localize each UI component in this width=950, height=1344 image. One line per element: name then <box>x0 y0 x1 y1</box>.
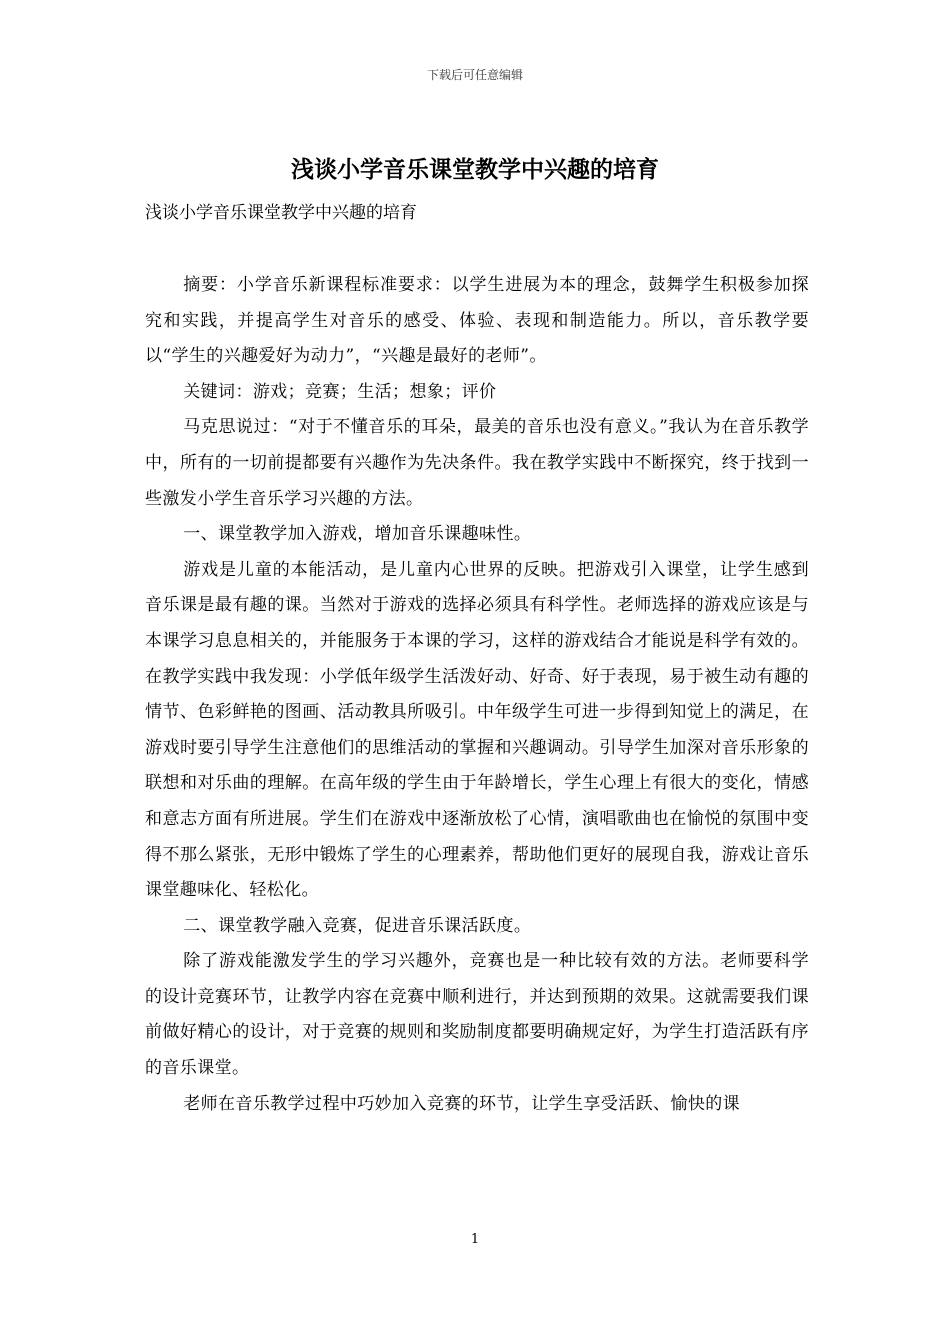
document-subtitle: 浅谈小学音乐课堂教学中兴趣的培育 <box>145 203 417 223</box>
page-number: 1 <box>470 1232 480 1247</box>
section-heading-2: 二、课堂教学融入竞赛，促进音乐课活跃度。 <box>183 915 532 936</box>
document-title: 浅谈小学音乐课堂教学中兴趣的培育 <box>291 156 659 183</box>
abstract-paragraph: 摘要：小学音乐新课程标准要求：以学生进展为本的理念，鼓舞学生积极参加探究和实践，并提高学生对音乐的感受、体验、表现和制造能力。所以，音乐教学要以“学生的兴趣爱好为动力”，“兴趣是最好的老师”。 <box>145 275 809 367</box>
body-paragraph: 老师在音乐教学过程中巧妙加入竞赛的环节，让学生享受活跃、愉快的课 <box>183 1093 741 1114</box>
page-header-note: 下载后可任意编辑 <box>426 68 523 82</box>
keywords-paragraph: 关键词：游戏；竞赛；生活；想象；评价 <box>183 381 497 402</box>
document-body <box>145 268 809 1122</box>
body-paragraph: 游戏是儿童的本能活动，是儿童内心世界的反映。把游戏引入课堂，让学生感到音乐课是最有趣的课。当然对于游戏的选择必须具有科学性。老师选择的游戏应该是与本课学习息息相关的，并能服务于本课的学习，这样的游戏结合才能说是科学有效的。在教学实践中我发现：小学低年级学生活泼好动、好奇、好于表现，易于被生动有趣的情节、色彩鲜艳的图画、活动教具所吸引。中年级学生可进一步得到知觉上的满足，在游戏时要引导学生注意他们的思维活动的掌握和兴趣调动。引导学生加深对音乐形象的联想和对乐曲的理解。在高年级的学生由于年龄增长，学生心理上有很大的变化，情感和意志方面有所进展。学生们在游戏中逐渐放松了心情，演唱歌曲也在愉悦的氛围中变得不那么紧张，无形中锻炼了学生的心理素养，帮助他们更好的展现自我，游戏让音乐课堂趣味化、轻松化。 <box>145 559 809 901</box>
body-paragraph: 除了游戏能激发学生的学习兴趣外，竞赛也是一种比较有效的方法。老师要科学的设计竞赛环节，让教学内容在竞赛中顺利进行，并达到预期的效果。这就需要我们课前做好精心的设计，对于竞赛的规则和奖励制度都要明确规定好，为学生打造活跃有序的音乐课堂。 <box>145 951 809 1079</box>
body-paragraph: 马克思说过：“对于不懂音乐的耳朵，最美的音乐也没有意义。”我认为在音乐教学中，所有的一切前提都要有兴趣作为先决条件。我在教学实践中不断探究，终于找到一些激发小学生音乐学习兴趣的方法。 <box>145 417 809 509</box>
section-heading-1: 一、课堂教学加入游戏，增加音乐课趣味性。 <box>183 524 532 545</box>
